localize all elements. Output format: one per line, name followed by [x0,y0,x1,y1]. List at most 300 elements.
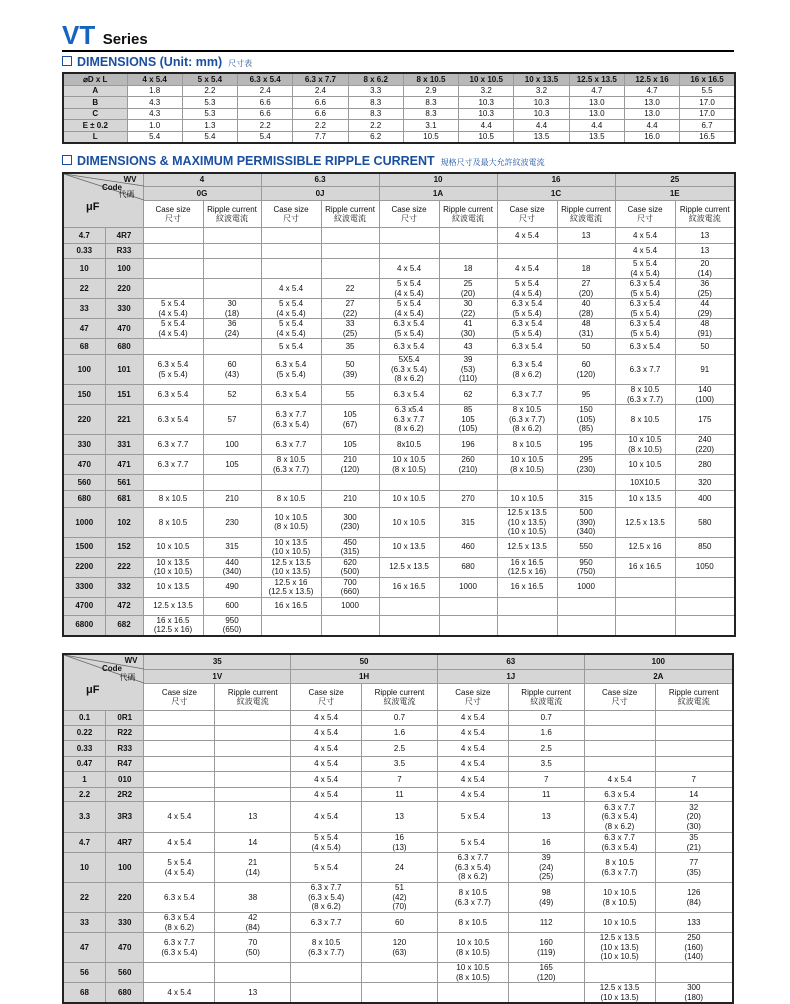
voltage-code-header: 1V [144,669,291,683]
case-size-cell: 8x10.5 [379,435,439,455]
case-size-cell: 6.3 x 5.4 [497,339,557,355]
voltage-code-header: 1H [291,669,438,683]
case-size-cell: 4 x 5.4 [437,772,508,788]
dim-row-label: E ± 0.2 [63,120,127,132]
ripple-current-cell: 62 [439,385,497,405]
capacitance-row [63,726,733,741]
case-size-cell: 6.3 x 7.7 (6.3 x 5.4) [144,933,215,963]
ripple-current-cell [655,963,733,983]
capacitance-value: 0.47 [63,757,106,772]
case-size-cell: 10 x 13.5 (10 x 10.5) [261,537,321,557]
case-size-cell [144,757,215,772]
ripple-current-cell: 35 (21) [655,833,733,853]
ripple-current-label: Ripple current [325,204,375,214]
dim-cell: 5.4 [127,131,182,143]
ripple-current-cell: 7 [508,772,584,788]
case-size-cell: 6.3 x 5.4 (8 x 6.2) [144,913,215,933]
capacitance-row [63,557,735,577]
ripple-current-cell: 48 (91) [675,319,735,339]
case-size-label-zh: 尺寸 [611,697,628,707]
capacitance-code: 560 [106,963,144,983]
voltage-header: 63 [437,654,584,669]
case-size-cell [143,475,203,491]
case-size-cell: 8 x 10.5 (6.3 x 7.7) [584,853,655,883]
dim-cell: 5.3 [182,97,237,109]
dim-cell: 6.7 [680,120,735,132]
ripple-current-cell [321,259,379,279]
case-size-cell: 6.3 x5.4 6.3 x 7.7 (8 x 6.2) [379,405,439,435]
case-size-cell: 4 x 5.4 [291,711,362,726]
ripple-current-cell [675,577,735,597]
subheader-row [63,684,733,711]
case-size-cell: 6.3 x 7.7 [261,435,321,455]
case-size-cell: 6.3 x 5.4 (5 x 5.4) [261,355,321,385]
case-size-label: Case size [155,204,191,214]
case-size-cell: 4 x 5.4 [144,983,215,1004]
dim-cell: 7.7 [293,131,348,143]
dim-cell: 4.4 [514,120,569,132]
ripple-current-cell [215,741,291,757]
dim-cell: 10.3 [514,97,569,109]
capacitance-code: R22 [106,726,144,741]
ripple-current-cell: 25 (20) [439,279,497,299]
case-size-cell: 12.5 x 13.5 [379,557,439,577]
dim-cell: 2.2 [293,120,348,132]
ripple-current-cell: 1000 [557,577,615,597]
ripple-current-label-zh: 紋波電流 [570,214,603,224]
ripple-current-label-zh: 紋波電流 [677,697,710,707]
dim-cell: 4.4 [624,120,679,132]
capacitance-code: 3R3 [106,802,144,833]
case-size-cell: 4 x 5.4 [437,726,508,741]
corner-code: Code [102,183,122,192]
ripple-current-cell: 55 [321,385,379,405]
ripple-current-cell: 950 (750) [557,557,615,577]
case-size-cell: 6.3 x 7.7 (6.3 x 5.4) [261,405,321,435]
ripple-current-cell: 165 (120) [508,963,584,983]
dim-column-header: 16 x 16.5 [680,73,735,85]
case-size-cell [143,259,203,279]
ripple-current-cell [215,711,291,726]
capacitance-row [63,802,733,833]
dim-cell: 3.1 [403,120,458,132]
capacitance-row [63,385,735,405]
case-size-cell: 10 x 10.5 (8 x 10.5) [497,455,557,475]
case-size-header [143,201,203,228]
ripple-current-header [655,684,733,711]
header-corner [63,654,144,711]
dim-cell: 10.3 [514,108,569,120]
ripple-current-cell [215,757,291,772]
ripple-heading: DIMENSIONS & MAXIMUM PERMISSIBLE RIPPLE CURRENT 規格尺寸及最大允許紋波電流 [62,154,545,168]
case-size-cell: 16 x 16.5 (12.5 x 16) [497,557,557,577]
ripple-current-cell: 36 (24) [203,319,261,339]
capacitance-code: 101 [105,355,143,385]
ripple-current-cell: 36 (25) [675,279,735,299]
dim-cell: 2.2 [182,85,237,97]
capacitance-code: 2R2 [106,788,144,802]
ripple-current-cell: 32 (20) (30) [655,802,733,833]
ripple-current-cell: 210 [321,491,379,508]
ripple-current-cell: 112 [508,913,584,933]
case-size-cell: 5 x 5.4 (4 x 5.4) [144,853,215,883]
dim-cell: 4.3 [127,108,182,120]
square-bullet-icon [62,56,72,66]
ripple-current-cell: 22 [321,279,379,299]
corner-uf: μF [86,201,100,213]
capacitance-code: 152 [105,537,143,557]
ripple-current-cell: 450 (315) [321,537,379,557]
case-size-cell: 5 x 5.4 (4 x 5.4) [379,279,439,299]
case-size-cell [143,279,203,299]
ripple-current-cell: 44 (29) [675,299,735,319]
capacitance-code: 4R7 [105,228,143,244]
capacitance-row [63,319,735,339]
ripple-current-cell: 13 [215,802,291,833]
dim-cell: 10.3 [459,108,514,120]
ripple-current-cell: 30 (18) [203,299,261,319]
capacitance-value: 10 [63,853,106,883]
case-size-cell: 10 x 13.5 [379,537,439,557]
case-size-cell: 4 x 5.4 [584,772,655,788]
subheader-row [63,201,735,228]
capacitance-code: 472 [105,597,143,615]
case-size-cell: 8 x 10.5 [143,508,203,538]
case-size-cell: 4 x 5.4 [497,228,557,244]
ripple-current-cell: 13 [215,983,291,1004]
capacitance-code: 680 [105,339,143,355]
ripple-current-cell: 250 (160) (140) [655,933,733,963]
voltage-header: 10 [379,173,497,186]
capacitance-code: 680 [106,983,144,1004]
capacitance-value: 33 [63,299,105,319]
case-size-cell [379,244,439,259]
capacitance-value: 1000 [63,508,105,538]
dim-cell: 17.0 [680,97,735,109]
ripple-current-cell: 210 (120) [321,455,379,475]
case-size-cell: 5 x 5.4 [437,833,508,853]
ripple-current-cell: 30 (22) [439,299,497,319]
ripple-current-cell: 460 [439,537,497,557]
case-size-label-zh: 尺寸 [464,697,481,707]
capacitance-code: 561 [105,475,143,491]
case-size-cell: 10 x 13.5 [143,577,203,597]
capacitance-row [63,455,735,475]
ripple-current-label-zh: 紋波電流 [236,697,269,707]
ripple-current-cell [655,726,733,741]
ripple-current-cell [203,228,261,244]
dimensions-heading: DIMENSIONS (Unit: mm) 尺寸表 [62,55,252,69]
capacitance-value: 10 [63,259,105,279]
capacitance-code: 100 [105,259,143,279]
case-size-cell: 5 x 5.4 (4 x 5.4) [291,833,362,853]
dim-row [63,120,735,132]
ripple-current-cell [321,615,379,636]
ripple-current-header [203,201,261,228]
case-size-cell: 10 x 10.5 [497,491,557,508]
ripple-current-label: Ripple current [668,687,719,697]
capacitance-row [63,883,733,913]
ripple-current-cell: 240 (220) [675,435,735,455]
ripple-current-cell [321,475,379,491]
case-size-cell: 12.5 x 13.5 [497,537,557,557]
case-size-cell: 5 x 5.4 (4 x 5.4) [143,299,203,319]
dim-row [63,131,735,143]
capacitance-value: 0.33 [63,741,106,757]
case-size-header [291,684,362,711]
case-size-cell [497,597,557,615]
ripple-current-label-zh: 紋波電流 [383,697,416,707]
ripple-current-cell: 60 (43) [203,355,261,385]
case-size-cell: 10 x 10.5 (8 x 10.5) [261,508,321,538]
capacitance-row [63,537,735,557]
capacitance-code: 471 [105,455,143,475]
ripple-current-cell: 50 [675,339,735,355]
ripple-current-cell [655,711,733,726]
ripple-current-cell: 18 [439,259,497,279]
capacitance-code: R47 [106,757,144,772]
capacitance-value: 220 [63,405,105,435]
capacitance-code: 220 [106,883,144,913]
case-size-cell [143,244,203,259]
case-size-cell [615,577,675,597]
capacitance-row [63,853,733,883]
ripple-current-cell: 60 (120) [557,355,615,385]
capacitance-value: 33 [63,913,106,933]
capacitance-code: 330 [106,913,144,933]
ripple-current-cell: 13 [362,802,438,833]
series-code: VT [62,20,96,50]
case-size-cell: 8 x 10.5 (6.3 x 7.7) [437,883,508,913]
case-size-cell: 6.3 x 7.7 [497,385,557,405]
case-size-cell [497,244,557,259]
ripple-current-cell: 50 [557,339,615,355]
ripple-current-cell: 18 [557,259,615,279]
capacitance-code: R33 [105,244,143,259]
case-size-cell: 6.3 x 5.4 (5 x 5.4) [615,319,675,339]
capacitance-code: 332 [105,577,143,597]
ripple-current-cell: 105 [321,435,379,455]
capacitance-row [63,913,733,933]
ripple-current-cell: 680 [439,557,497,577]
case-size-cell [584,963,655,983]
case-size-cell [144,711,215,726]
ripple-current-cell [215,963,291,983]
capacitance-value: 47 [63,319,105,339]
case-size-cell: 8 x 10.5 [261,491,321,508]
case-size-cell: 8 x 10.5 [615,405,675,435]
case-size-cell: 6.3 x 5.4 (5 x 5.4) [143,355,203,385]
ripple-current-cell: 38 [215,883,291,913]
case-size-cell [144,963,215,983]
ripple-current-header [675,201,735,228]
ripple-current-cell: 2.5 [362,741,438,757]
case-size-header [261,201,321,228]
case-size-cell: 4 x 5.4 [291,726,362,741]
ripple-current-cell [439,228,497,244]
dim-cell: 5.3 [182,108,237,120]
ripple-current-cell: 320 [675,475,735,491]
ripple-current-cell: 27 (20) [557,279,615,299]
ripple-current-cell: 196 [439,435,497,455]
ripple-current-cell: 295 (230) [557,455,615,475]
ripple-current-cell: 85 105 (105) [439,405,497,435]
dim-cell: 3.3 [348,85,403,97]
dim-column-header: 10 x 10.5 [459,73,514,85]
case-size-cell: 6.3 x 5.4 (5 x 5.4) [615,299,675,319]
ripple-current-cell: 3.5 [362,757,438,772]
capacitance-value: 68 [63,339,105,355]
ripple-current-cell: 21 (14) [215,853,291,883]
ripple-current-label: Ripple current [207,204,257,214]
case-size-cell: 16 x 16.5 [379,577,439,597]
capacitance-code: 100 [106,853,144,883]
case-size-cell: 6.3 x 5.4 [615,339,675,355]
case-size-cell [261,615,321,636]
dim-row-label: L [63,131,127,143]
ripple-current-cell: 39 (24) (25) [508,853,584,883]
case-size-label-zh: 尺寸 [171,697,188,707]
ripple-current-cell: 440 (340) [203,557,261,577]
case-size-cell: 16 x 16.5 [261,597,321,615]
ripple-current-cell: 580 [675,508,735,538]
case-size-cell [144,788,215,802]
ripple-current-cell: 160 (119) [508,933,584,963]
dim-cell: 6.6 [293,97,348,109]
dim-corner-label: ⌀D x L [63,73,127,85]
case-size-cell: 4 x 5.4 [291,741,362,757]
ripple-current-cell [439,615,497,636]
ripple-current-cell: 35 [321,339,379,355]
dim-column-header: 8 x 10.5 [403,73,458,85]
case-size-label: Case size [627,204,663,214]
ripple-current-cell: 260 (210) [439,455,497,475]
ripple-current-header [439,201,497,228]
ripple-current-cell [203,475,261,491]
case-size-cell: 4 x 5.4 [144,833,215,853]
dim-cell: 2.4 [238,85,293,97]
capacitance-code: 681 [105,491,143,508]
capacitance-value: 56 [63,963,106,983]
capacitance-row [63,772,733,788]
voltage-code-header: 2A [584,669,733,683]
ripple-current-cell: 175 [675,405,735,435]
case-size-cell [379,228,439,244]
case-size-cell: 8 x 10.5 (6.3 x 7.7) (8 x 6.2) [497,405,557,435]
case-size-cell: 12.5 x 13.5 [615,508,675,538]
dim-header-row [63,73,735,85]
capacitance-row [63,963,733,983]
ripple-current-cell: 300 (180) [655,983,733,1004]
ripple-current-cell: 33 (25) [321,319,379,339]
capacitance-value: 22 [63,883,106,913]
case-size-cell: 4 x 5.4 [437,711,508,726]
case-size-cell [584,757,655,772]
capacitance-value: 22 [63,279,105,299]
case-size-cell: 5 x 5.4 (4 x 5.4) [379,299,439,319]
case-size-cell: 6.3 x 7.7 [143,455,203,475]
ripple-current-cell [655,741,733,757]
ripple-current-label: Ripple current [443,204,493,214]
voltage-header: 100 [584,654,733,669]
dim-cell: 4.4 [569,120,624,132]
ripple-current-cell: 315 [439,508,497,538]
capacitance-value: 0.22 [63,726,106,741]
ripple-current-cell: 60 [362,913,438,933]
voltage-code-header: 0J [261,186,379,200]
ripple-current-cell: 550 [557,537,615,557]
case-size-cell: 12.5 x 13.5 (10 x 13.5) [261,557,321,577]
dim-cell: 4.3 [127,97,182,109]
ripple-current-cell: 11 [508,788,584,802]
case-size-cell: 10 x 10.5 (8 x 10.5) [437,933,508,963]
case-size-label-zh: 尺寸 [401,214,418,224]
series-word: Series [102,31,148,48]
case-size-cell: 10 x 10.5 [143,537,203,557]
case-size-label: Case size [161,687,197,697]
case-size-cell [143,339,203,355]
dim-cell: 1.3 [182,120,237,132]
ripple-current-header [321,201,379,228]
ripple-current-cell: 490 [203,577,261,597]
dim-cell: 13.5 [569,131,624,143]
capacitance-code: R33 [106,741,144,757]
dim-cell: 6.6 [238,108,293,120]
ripple-current-cell: 500 (390) (340) [557,508,615,538]
case-size-cell: 4 x 5.4 [291,757,362,772]
case-size-cell: 4 x 5.4 [615,228,675,244]
ripple-current-cell: 230 [203,508,261,538]
case-size-cell [261,228,321,244]
case-size-cell: 10 x 10.5 (8 x 10.5) [584,883,655,913]
ripple-current-cell: 43 [439,339,497,355]
ripple-current-cell: 11 [362,788,438,802]
case-size-cell [143,228,203,244]
ripple-current-cell: 126 (84) [655,883,733,913]
dim-cell: 17.0 [680,108,735,120]
ripple-current-cell: 1.6 [362,726,438,741]
ripple-current-cell [215,788,291,802]
ripple-current-header [362,684,438,711]
ripple-current-label-zh: 紋波電流 [216,214,248,224]
case-size-cell: 6.3 x 5.4 (5 x 5.4) [497,319,557,339]
ripple-current-cell: 77 (35) [655,853,733,883]
case-size-cell: 4 x 5.4 [497,259,557,279]
ripple-current-cell: 850 [675,537,735,557]
capacitance-row [63,741,733,757]
dim-cell: 8.3 [348,97,403,109]
capacitance-row [63,228,735,244]
ripple-current-cell: 13 [557,228,615,244]
case-size-cell: 10 x 13.5 (10 x 10.5) [143,557,203,577]
ripple-current-cell: 0.7 [508,711,584,726]
case-size-cell [379,597,439,615]
ripple-current-cell: 13 [675,228,735,244]
ripple-current-cell: 57 [203,405,261,435]
ripple-current-cell: 7 [362,772,438,788]
case-size-label-zh: 尺寸 [637,214,654,224]
capacitance-code: 470 [106,933,144,963]
case-size-label-zh: 尺寸 [318,697,335,707]
voltage-code-header: 1J [437,669,584,683]
case-size-header [437,684,508,711]
dim-cell: 2.2 [348,120,403,132]
case-size-cell: 6.3 x 5.4 [143,385,203,405]
case-size-cell: 12.5 x 13.5 [143,597,203,615]
ripple-current-cell: 950 (650) [203,615,261,636]
case-size-cell: 4 x 5.4 [437,788,508,802]
ripple-current-cell: 41 (30) [439,319,497,339]
